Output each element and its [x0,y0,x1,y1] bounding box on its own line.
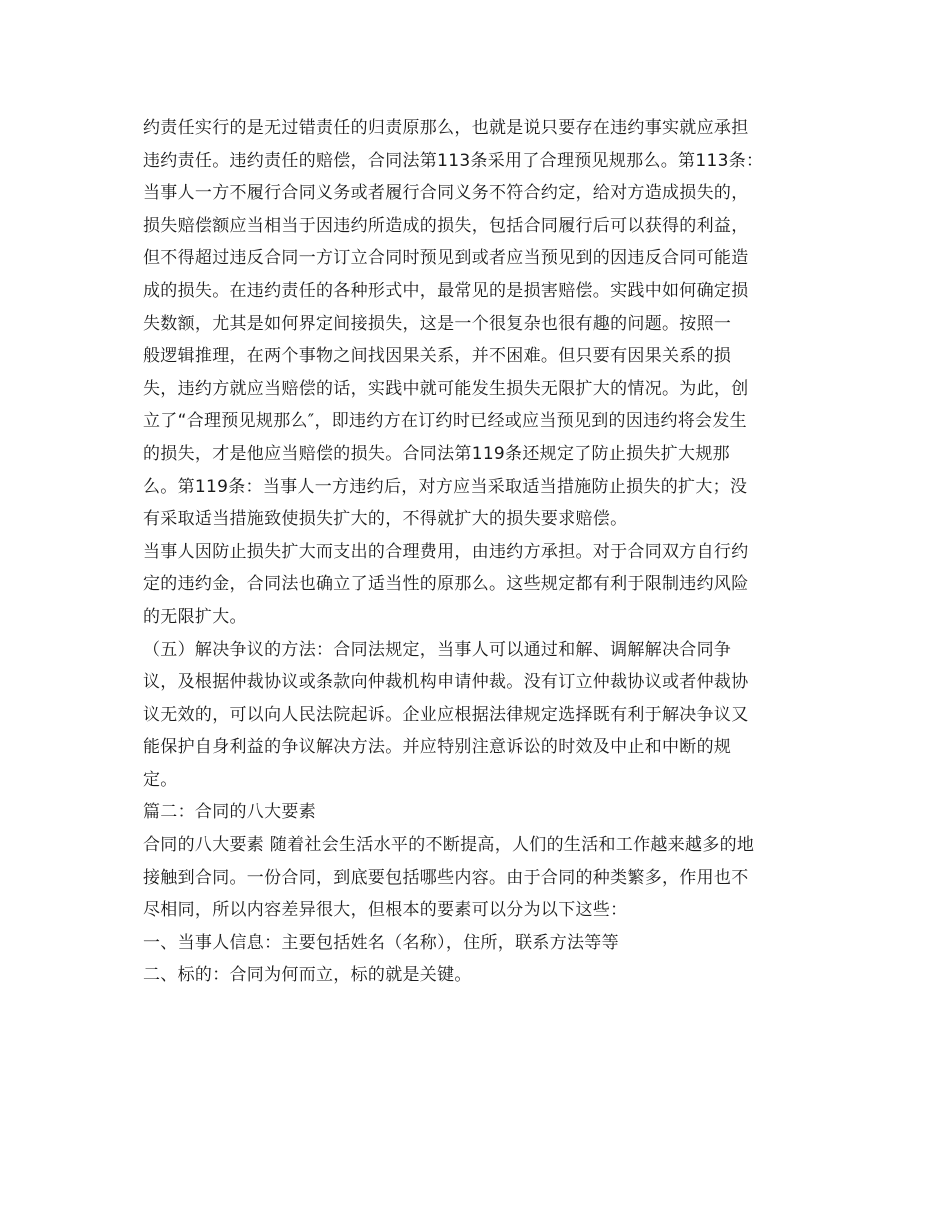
text-line: 当事人一方不履行合同义务或者履行合同义务不符合约定，给对方造成损失的， [143,183,749,204]
text-line: （五）解决争议的方法：合同法规定，当事人可以通过和解、调解解决合同争 [143,639,732,660]
text-line: 定。 [143,769,178,790]
text-line: 但不得超过违反合同一方订立合同时预见到或者应当预见到的因违反合同可能造 [143,248,749,269]
text-line: 尽相同，所以内容差异很大，但根本的要素可以分为以下这些： [143,900,628,921]
text-line: 一、当事人信息：主要包括姓名（名称），住所，联系方法等等 [143,932,619,953]
text-line: 失数额，尤其是如何界定间接损失，这是一个很复杂也很有趣的问题。按照一 [143,313,732,334]
text-line: 损失赔偿额应当相当于因违约所造成的损失，包括合同履行后可以获得的利益， [143,215,749,236]
text-line: 有采取适当措施致使损失扩大的，不得就扩大的损失要求赔偿。 [143,509,628,530]
text-line: 定的违约金，合同法也确立了适当性的原那么。这些规定都有利于限制违约风险 [143,574,749,595]
text-line: 能保护自身利益的争议解决方法。并应特别注意诉讼的时效及中止和中断的规 [143,737,732,758]
text-line: 失，违约方就应当赔偿的话，实践中就可能发生损失无限扩大的情况。为此，创 [143,378,749,399]
text-line: 议无效的，可以向人民法院起诉。企业应根据法律规定选择既有利于解决争议又 [143,704,749,725]
text-line: 立了“合理预见规那么″，即违约方在订约时已经或应当预见到的因违约将会发生 [143,411,747,432]
text-line: 二、标的：合同为何而立，标的就是关键。 [143,965,472,986]
text-line: 约责任实行的是无过错责任的归责原那么，也就是说只要存在违约事实就应承担 [143,118,749,138]
text-line: 的无限扩大。 [143,606,247,627]
text-line: 般逻辑推理，在两个事物之间找因果关系，并不困难。但只要有因果关系的损 [143,346,732,367]
text-line: 的损失，才是他应当赔偿的损失。合同法第119条还规定了防止损失扩大规那 [143,443,730,464]
text-line: 么。第119条：当事人一方违约后，对方应当采取适当措施防止损失的扩大；没 [143,476,748,497]
text-line: 当事人因防止损失扩大而支出的合理费用，由违约方承担。对于合同双方自行约 [143,541,749,562]
text-line: 违约责任。违约责任的赔偿，合同法第113条采用了合理预见规那么。第113条： [143,150,764,171]
document-body [143,112,813,992]
text-line: 成的损失。在违约责任的各种形式中，最常见的是损害赔偿。实践中如何确定损 [143,280,749,301]
text-line: 接触到合同。一份合同，到底要包括哪些内容。由于合同的种类繁多，作用也不 [143,867,749,888]
section-heading: 篇二：合同的八大要素 [143,802,316,823]
text-line: 议，及根据仲裁协议或条款向仲裁机构申请仲裁。没有订立仲裁协议或者仲裁协 [143,672,749,693]
text-line: 合同的八大要素 随着社会生活水平的不断提高，人们的生活和工作越来越多的地 [143,835,755,856]
